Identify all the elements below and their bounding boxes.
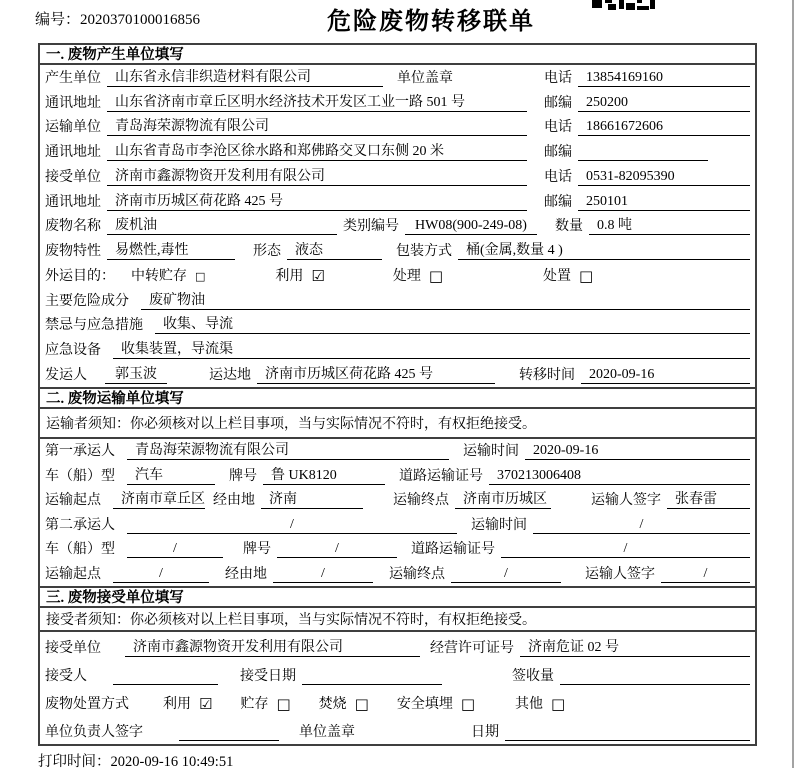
form-row xyxy=(40,512,755,537)
field-label: 通讯地址 xyxy=(45,145,101,161)
field-value: 济南危证 02 号 xyxy=(520,639,750,657)
field-value: 张春雷 xyxy=(667,491,750,509)
form-row xyxy=(40,716,755,744)
serial-number-line xyxy=(35,8,200,29)
field-value: 13854169160 xyxy=(578,69,750,87)
checkbox-option xyxy=(131,268,205,285)
field-label: 单位盖章 xyxy=(299,724,355,740)
checkbox-checked-icon: ☑ xyxy=(199,694,213,713)
form-section-1 xyxy=(40,45,755,387)
field-value: 2020-09-16 xyxy=(581,366,750,384)
checkbox-option xyxy=(515,696,565,713)
page-title: 危险废物转移联单 xyxy=(327,9,535,35)
field-value: 250200 xyxy=(578,94,750,112)
form-row xyxy=(40,632,755,660)
field-label: 通讯地址 xyxy=(45,194,101,210)
field-value: 济南 xyxy=(261,491,363,509)
field-value: / xyxy=(273,565,373,583)
field-label: 邮编 xyxy=(544,194,572,210)
form-row xyxy=(40,439,755,464)
field-label: 发运人 xyxy=(45,367,87,383)
field-label: 废物处置方式 xyxy=(45,696,129,712)
field-label: 运输时间 xyxy=(471,517,527,533)
field-value: 济南市历城区荷花路 425 号 xyxy=(107,193,527,211)
field-value: 济南市鑫源物资开发利用有限公司 xyxy=(125,639,420,657)
checkbox-option xyxy=(163,696,212,713)
field-label: 运输终点 xyxy=(393,493,449,509)
field-value: 废矿物油 xyxy=(141,292,750,310)
field-label: 接受人 xyxy=(45,668,87,684)
form-row xyxy=(40,313,755,338)
field-label: 应急设备 xyxy=(45,343,101,359)
field-label: 电话 xyxy=(544,169,572,185)
field-value: / xyxy=(451,565,561,583)
field-label: 运输人签字 xyxy=(585,566,655,582)
field-value: 桶(金属,数量 4 ) xyxy=(458,242,750,260)
form-row xyxy=(40,463,755,488)
field-value: 18661672606 xyxy=(578,118,750,136)
form-row xyxy=(40,362,755,387)
checkbox-label: 其他 xyxy=(515,696,544,712)
field-value: 收集装置，导流渠 xyxy=(113,341,750,359)
field-value: 青岛海荣源物流有限公司 xyxy=(127,442,449,460)
field-value: / xyxy=(127,516,457,534)
blank-underline-field xyxy=(113,668,218,685)
checkbox-option xyxy=(543,268,593,285)
field-label: 经由地 xyxy=(213,493,255,509)
field-label: 车（船）型 xyxy=(45,468,115,484)
form-row xyxy=(40,115,755,140)
blank-underline-field xyxy=(302,668,442,685)
blank-underline-field xyxy=(505,724,750,741)
checkbox-label: 安全填埋 xyxy=(396,696,453,712)
field-value: 青岛海荣源物流有限公司 xyxy=(107,118,527,136)
field-value: / xyxy=(661,565,750,583)
serial-label: 编号： xyxy=(35,12,81,28)
form-row xyxy=(40,189,755,214)
form-row xyxy=(40,263,755,288)
blank-underline-field xyxy=(560,668,750,685)
form-row xyxy=(40,337,755,362)
field-label: 接受日期 xyxy=(240,668,296,684)
field-label: 运输终点 xyxy=(389,566,445,582)
checkbox-label: 处理 xyxy=(392,268,421,284)
blank-underline-field xyxy=(179,724,279,741)
field-value: / xyxy=(277,540,397,558)
field-label: 外运目的： xyxy=(45,268,115,284)
field-label: 运输人签字 xyxy=(591,493,661,509)
field-label: 道路运输证号 xyxy=(411,542,495,558)
field-label: 主要危险成分 xyxy=(45,293,129,309)
checkbox-option xyxy=(240,696,290,713)
field-label: 牌号 xyxy=(229,468,257,484)
field-label: 签收量 xyxy=(512,668,554,684)
field-label: 转移时间 xyxy=(519,367,575,383)
form-section-2 xyxy=(40,387,755,586)
checkbox-unchecked-icon: □ xyxy=(579,266,594,285)
manifest-table xyxy=(38,43,757,746)
field-label: 道路运输证号 xyxy=(399,468,483,484)
form-row xyxy=(40,90,755,115)
checkbox-unchecked-icon: □ xyxy=(428,266,444,285)
field-value: 液态 xyxy=(287,242,382,260)
field-label: 经由地 xyxy=(225,566,267,582)
field-label: 单位负责人签字 xyxy=(45,724,143,740)
form-row xyxy=(40,164,755,189)
field-label: 运输起点 xyxy=(45,566,101,582)
checkbox-option xyxy=(319,696,369,713)
checkbox-unchecked-icon: □ xyxy=(195,269,206,283)
form-row xyxy=(40,688,755,716)
field-label: 邮编 xyxy=(544,145,572,161)
qr-code-fragment xyxy=(592,0,655,10)
form-row xyxy=(40,561,755,586)
serial-number: 2020370100016856 xyxy=(80,12,201,28)
field-label: 运输起点 xyxy=(45,493,101,509)
checkbox-label: 焚烧 xyxy=(318,696,347,712)
field-value: / xyxy=(533,516,750,534)
field-label: 接受单位 xyxy=(45,640,101,656)
field-value: 济南市历城区荷花路 425 号 xyxy=(257,366,495,384)
section-note: 运输者须知：你必须核对以上栏目事项，当与实际情况不符时，有权拒绝接受。 xyxy=(40,409,755,439)
checkbox-unchecked-icon: □ xyxy=(354,694,369,713)
field-value: 济南市历城区 xyxy=(455,491,551,509)
field-value: 2020-09-16 xyxy=(525,442,750,460)
field-value: HW08(900-249-08) xyxy=(405,217,537,235)
field-label: 单位盖章 xyxy=(397,70,453,86)
section-title: 二. 废物运输单位填写 xyxy=(40,389,755,409)
field-label: 电话 xyxy=(544,120,572,136)
field-value: 鲁 UK8120 xyxy=(263,467,385,485)
field-value: / xyxy=(127,540,223,558)
field-value: 济南市章丘区 xyxy=(113,491,205,509)
field-label: 电话 xyxy=(544,70,572,86)
form-row xyxy=(40,288,755,313)
field-value: 废机油 xyxy=(107,217,337,235)
field-value: 山东省济南市章丘区明水经济技术开发区工业一路 501 号 xyxy=(107,94,527,112)
form-row xyxy=(40,488,755,513)
field-label: 废物名称 xyxy=(45,219,101,235)
field-value: / xyxy=(113,565,209,583)
checkbox-option xyxy=(397,696,475,713)
checkbox-checked-icon: ☑ xyxy=(311,266,325,285)
checkbox-label: 中转贮存 xyxy=(131,268,187,284)
field-label: 第一承运人 xyxy=(45,444,115,460)
checkbox-label: 贮存 xyxy=(240,696,269,712)
checkbox-unchecked-icon: □ xyxy=(276,694,291,713)
field-value: 山东省青岛市李沧区徐水路和郑佛路交叉口东侧 20 米 xyxy=(107,143,527,161)
field-value: 370213006408 xyxy=(489,467,750,485)
field-label: 产生单位 xyxy=(45,70,101,86)
form-row xyxy=(40,537,755,562)
field-label: 类别编号 xyxy=(343,219,399,235)
field-label: 邮编 xyxy=(544,95,572,111)
blank-underline-field xyxy=(578,144,708,161)
field-label: 禁忌与应急措施 xyxy=(45,318,143,334)
checkbox-option xyxy=(393,268,443,285)
field-value: 收集、导流 xyxy=(155,316,750,334)
section-title: 一. 废物产生单位填写 xyxy=(40,45,755,65)
field-value: 汽车 xyxy=(127,467,215,485)
section-title: 三. 废物接受单位填写 xyxy=(40,588,755,608)
field-label: 运达地 xyxy=(209,367,251,383)
field-label: 牌号 xyxy=(243,542,271,558)
checkbox-label: 利用 xyxy=(275,268,304,284)
field-label: 接受单位 xyxy=(45,169,101,185)
field-label: 日期 xyxy=(471,724,499,740)
field-label: 数量 xyxy=(555,219,583,235)
field-value: 0.8 吨 xyxy=(589,217,750,235)
checkbox-label: 利用 xyxy=(163,696,191,712)
form-row xyxy=(40,660,755,688)
form-row xyxy=(40,238,755,263)
form-section-3 xyxy=(40,586,755,744)
field-value: / xyxy=(501,540,750,558)
print-time-value: 2020-09-16 10:49:51 xyxy=(110,754,234,770)
field-label: 废物特性 xyxy=(45,244,101,260)
form-row xyxy=(40,139,755,164)
field-value: 济南市鑫源物资开发利用有限公司 xyxy=(107,168,527,186)
form-row xyxy=(40,65,755,90)
page-edge-line xyxy=(792,0,794,768)
field-value: 0531-82095390 xyxy=(578,168,750,186)
field-label: 车（船）型 xyxy=(45,542,115,558)
field-value: 郭玉波 xyxy=(105,366,167,384)
field-label: 形态 xyxy=(253,244,281,260)
field-label: 运输时间 xyxy=(463,444,519,460)
field-value: 250101 xyxy=(578,193,750,211)
print-time-label: 打印时间： xyxy=(38,754,111,770)
checkbox-label: 处置 xyxy=(543,268,572,284)
form-row xyxy=(40,214,755,239)
field-label: 经营许可证号 xyxy=(430,640,514,656)
checkbox-option xyxy=(275,268,324,285)
field-label: 通讯地址 xyxy=(45,95,101,111)
field-value: 山东省永信非织造材料有限公司 xyxy=(107,69,383,87)
checkbox-unchecked-icon: □ xyxy=(460,694,476,713)
field-label: 包装方式 xyxy=(396,244,452,260)
checkbox-unchecked-icon: □ xyxy=(551,694,566,713)
field-value: 易燃性,毒性 xyxy=(107,242,235,260)
field-label: 运输单位 xyxy=(45,120,101,136)
field-label: 第二承运人 xyxy=(45,517,115,533)
section-note: 接受者须知：你必须核对以上栏目事项，当与实际情况不符时，有权拒绝接受。 xyxy=(40,608,755,632)
